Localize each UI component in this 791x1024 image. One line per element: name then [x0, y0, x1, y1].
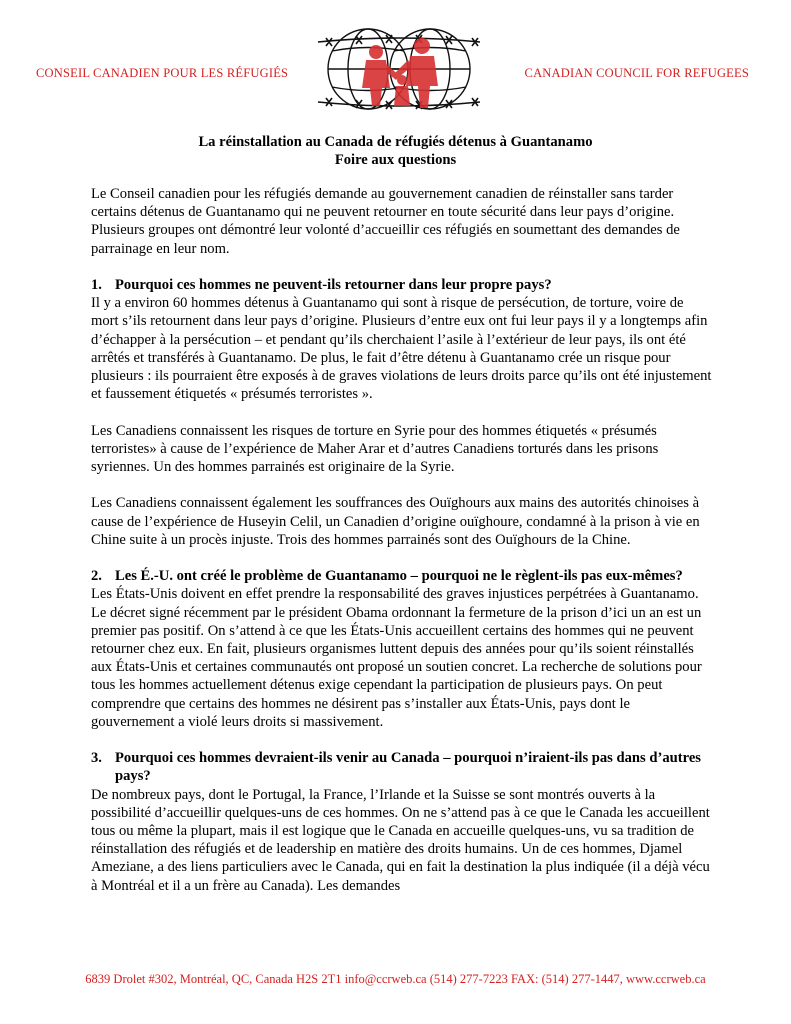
question-heading: [91, 276, 713, 294]
question-heading: [91, 749, 713, 785]
document-body: [91, 185, 713, 913]
faq-section-3: [91, 749, 713, 895]
org-name-english: CANADIAN COUNCIL FOR REFUGEES: [524, 66, 749, 80]
footer-contact: 6839 Drolet #302, Montréal, QC, Canada H2S 2T1 info@ccrweb.ca (514) 277-7223 FAX: (514) 277-1447, www.ccrweb.ca: [85, 972, 706, 986]
intro-paragraph: Le Conseil canadien pour les réfugiés demande au gouvernement canadien de réinstaller sans tarder certains détenus de Guantanamo qui ne peuvent retourner en toute sécurité dans leur pays d’origine. Plusieurs groupes ont démontré leur volonté d’accueillir ces réfugiés en soumettant des demandes de parrainage en leur nom.: [91, 186, 680, 257]
answer-paragraph: Les Canadiens connaissent les risques de torture en Syrie pour des hommes étiquetés « présumés terroristes» à cause de l’expérience de Maher Arar et d’autres Canadiens torturés dans les prisons syriennes. Un des hommes parrainés est originaire de la Syrie.: [91, 422, 659, 476]
question-number: 3.: [91, 750, 102, 767]
title-line-1: La réinstallation au Canada de réfugiés détenus à Guantanamo: [198, 134, 593, 150]
ccr-logo-icon: [316, 22, 482, 120]
question-text: Pourquoi ces hommes devraient-ils venir au Canada – pourquoi n’iraient-ils pas dans d’autres pays?: [115, 750, 701, 785]
answer-paragraph: De nombreux pays, dont le Portugal, la France, l’Irlande et la Suisse se sont montrés ouverts à la possibilité d’accueillir quelques-uns de ces hommes. On ne s’attend pas à ce que le Canada les accueillent tous ou même la plupart, mais il est logique que le Canada en accueille quelques-uns, vu sa tradition de réinstallation des réfugiés et de leadership en matière des droits humains. Un de ces hommes, Djamel Ameziane, a des liens particuliers avec le Canada, qui en fait la destination la plus indiquée (il a déjà vécu à Montréal et il a un frère au Canada). Les demandes: [91, 786, 710, 894]
question-number: 1.: [91, 277, 102, 293]
question-text: Les É.-U. ont créé le problème de Guantanamo – pourquoi ne le règlent-ils pas eux-mêmes?: [115, 568, 683, 585]
faq-section-2: [91, 567, 713, 731]
answer-paragraph: Les États-Unis doivent en effet prendre la responsabilité des graves injustices perpétrées à Guantanamo. Le décret signé récemment par le président Obama ordonnant la fermeture de la prison d’ici un an est un premier pas positif. On s’attend à ce que les États-Unis accueillent certains des hommes qui ne peuvent retourner chez eux. En fait, plusieurs organismes luttent depuis des années pour qu’ils soient réinstallés aux États-Unis et certaines communautés ont proposé un soutien concret. La recherche de solutions pour tous les hommes actuellement détenus exige cependant la participation de plusieurs pays. On peut comprendre que certains des hommes ne désirent pas s’installer aux États-Unis, pays dont le gouvernement a violé leurs droits si massivement.: [91, 586, 702, 730]
question-number: 2.: [91, 568, 102, 585]
document-title: [0, 133, 791, 169]
answer-paragraph: Il y a environ 60 hommes détenus à Guantanamo qui sont à risque de persécution, de torture, voire de mort s’ils retournent dans leur pays d’origine. Plusieurs d’entre eux ont fui leur pays il y a longtemps afin d’échapper à la persécution – et pendant qu’ils cherchaient l’asile à l’extérieur de leur pays, ils ont été arrêtés et transférés à Guantanamo. De plus, le fait d’être détenu à Guantanamo crée un risque pour plusieurs : ils pourraient être exposés à de graves violations de leurs droits parce qu’ils ont été injustement et faussement étiquetés « présumés terroristes ».: [91, 295, 712, 403]
question-text: Pourquoi ces hommes ne peuvent-ils retourner dans leur propre pays?: [115, 277, 552, 293]
question-heading: [91, 567, 713, 585]
answer-paragraph: Les Canadiens connaissent également les souffrances des Ouïghours aux mains des autorités chinoises à cause de l’expérience de Huseyin Celil, un Canadien d’origine ouïghoure, condamné à la prison à vie en Chine suite à un procès injuste. Trois des hommes parrainés sont des Ouïghours de la Chine.: [91, 495, 700, 548]
org-name-french: CONSEIL CANADIEN POUR LES RÉFUGIÉS: [36, 66, 289, 80]
title-line-2: Foire aux questions: [334, 152, 457, 168]
faq-section-1: [91, 276, 713, 549]
